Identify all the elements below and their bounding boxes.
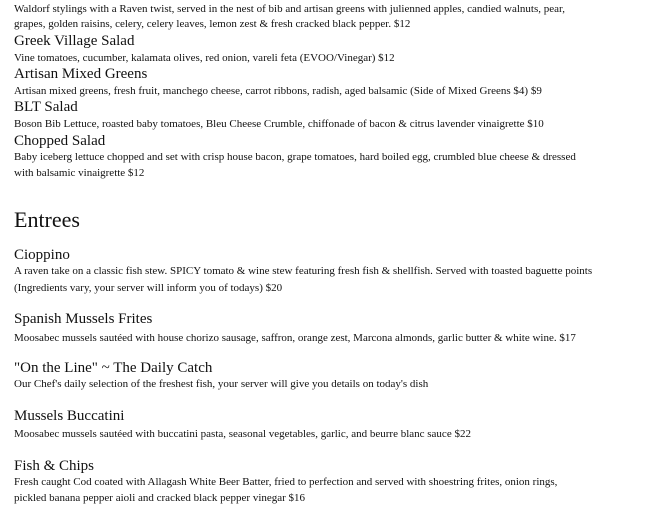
waldorf-description: Waldorf stylings with a Raven twist, served in the nest of bib and artisan greens with julienned apples, candied walnuts, pear,: [14, 3, 565, 15]
mussels-buccatini-desc: Moosabec mussels sautéed with buccatini pasta, seasonal vegetables, garlic, and beurre blanc sauce $22: [14, 428, 471, 440]
daily-catch-desc: Our Chef's daily selection of the freshest fish, your server will give you details on today's dish: [14, 378, 429, 390]
entrees-heading: Entrees: [14, 207, 80, 232]
blt-salad-title: BLT Salad: [14, 99, 78, 115]
waldorf-description-cont: grapes, golden raisins, celery, celery leaves, lemon zest & fresh cracked black pepper. $12: [14, 18, 411, 30]
daily-catch-title: "On the Line" ~ The Daily Catch: [14, 360, 213, 376]
cioppino-desc-cont: (Ingredients vary, your server will inform you of todays) $20: [14, 282, 283, 294]
mussels-frites-desc: Moosabec mussels sautéed with house chorizo sausage, saffron, orange zest, Marcona almonds, garlic butter & white wine. $17: [14, 332, 576, 344]
mussels-buccatini-title: Mussels Buccatini: [14, 408, 125, 424]
greek-salad-desc: Vine tomatoes, cucumber, kalamata olives, red onion, vareli feta (EVOO/Vinegar) $12: [14, 52, 395, 64]
fish-chips-title: Fish & Chips: [14, 458, 95, 474]
artisan-greens-title: Artisan Mixed Greens: [14, 66, 148, 82]
cioppino-desc: A raven take on a classic fish stew. SPICY tomato & wine stew featuring fresh fish & shellfish. Served with toasted baguette points: [14, 265, 593, 277]
artisan-greens-desc: Artisan mixed greens, fresh fruit, manchego cheese, carrot ribbons, radish, aged balsamic (Side of Mixed Greens $4) $9: [14, 85, 542, 97]
cioppino-title: Cioppino: [14, 247, 70, 263]
chopped-salad-desc-cont: with balsamic vinaigrette $12: [14, 167, 145, 179]
chopped-salad-desc: Baby iceberg lettuce chopped and set with crisp house bacon, grape tomatoes, hard boiled egg, crumbled blue cheese & dressed: [14, 151, 576, 163]
blt-salad-desc: Boson Bib Lettuce, roasted baby tomatoes, Bleu Cheese Crumble, chiffonade of bacon & citrus lavender vinaigrette $10: [14, 118, 544, 130]
fish-chips-desc-cont: pickled banana pepper aioli and cracked black pepper vinegar $16: [14, 492, 306, 504]
mussels-frites-title: Spanish Mussels Frites: [14, 311, 153, 327]
greek-salad-title: Greek Village Salad: [14, 33, 135, 49]
fish-chips-desc: Fresh caught Cod coated with Allagash White Beer Batter, fried to perfection and served with shoestring frites, onion rings,: [14, 476, 558, 488]
chopped-salad-title: Chopped Salad: [14, 133, 106, 149]
